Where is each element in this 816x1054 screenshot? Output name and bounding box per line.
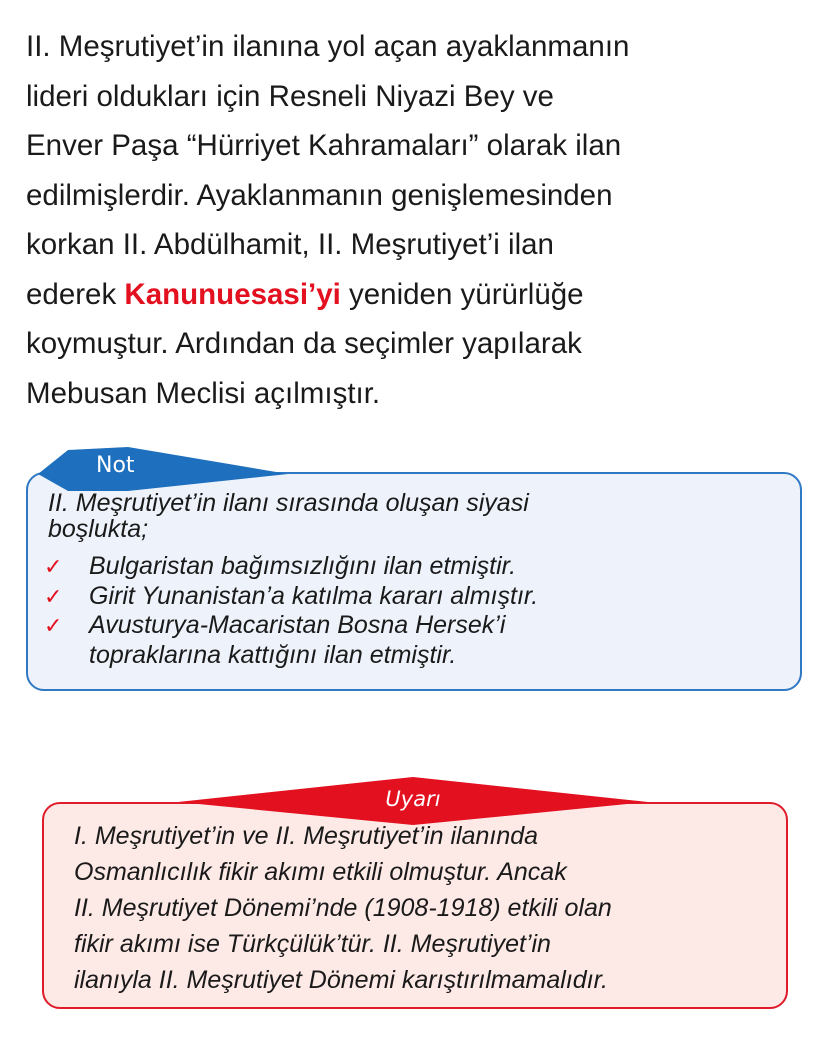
- list-item: [44, 582, 789, 612]
- note-list: [44, 552, 789, 670]
- list-item-text: Avusturya-Macaristan Bosna Hersek’i: [89, 611, 506, 639]
- note-tab-label: Not: [96, 453, 135, 478]
- warning-line: fikir akımı ise Türkçülük’tür. II. Meşrutiyet’in: [74, 930, 551, 958]
- warning-line: ilanıyla II. Meşrutiyet Dönemi karıştırılmamalıdır.: [74, 966, 608, 994]
- note-intro-line: II. Meşrutiyet’in ilanı sırasında oluşan siyasi: [48, 489, 529, 517]
- main-paragraph: [26, 22, 806, 418]
- note-box: [26, 472, 802, 691]
- warning-line: II. Meşrutiyet Dönemi’nde (1908-1918) etkili olan: [74, 894, 612, 922]
- warning-text: [74, 818, 784, 998]
- list-item: [44, 611, 789, 670]
- check-icon: ✓: [44, 583, 63, 609]
- warning-line: I. Meşrutiyet’in ve II. Meşrutiyet’in ilanında: [74, 822, 539, 850]
- paragraph-line: edilmişlerdir. Ayaklanmanın genişlemesinden: [26, 178, 613, 212]
- paragraph-line: II. Meşrutiyet’in ilanına yol açan ayaklanmanın: [26, 30, 630, 63]
- warning-tab: [178, 777, 648, 825]
- note-tab-shape: [38, 447, 288, 491]
- list-item-text: topraklarına kattığını ilan etmiştir.: [89, 640, 457, 669]
- paragraph-line: koymuştur. Ardından da seçimler yapılarak: [26, 327, 582, 360]
- paragraph-line: [26, 270, 806, 320]
- list-item-text: Bulgaristan bağımsızlığını ilan etmiştir.: [89, 552, 517, 580]
- paragraph-line: Enver Paşa “Hürriyet Kahramaları” olarak ilan: [26, 129, 622, 162]
- warning-line: Osmanlıcılık fikir akımı etkili olmuştur. Ancak: [74, 858, 567, 886]
- list-item: [44, 552, 789, 582]
- paragraph-line: Mebusan Meclisi açılmıştır.: [26, 376, 381, 410]
- note-tab: [38, 447, 288, 491]
- note-intro: [48, 490, 788, 542]
- warning-box: [42, 802, 788, 1009]
- note-intro-line: boşlukta;: [48, 515, 149, 543]
- paragraph-line: lideri oldukları için Resneli Niyazi Bey ve: [26, 79, 554, 113]
- paragraph-text: ederek: [26, 277, 125, 311]
- warning-tab-label: Uyarı: [385, 787, 441, 811]
- highlighted-term: Kanunuesasi’yi: [124, 277, 341, 311]
- check-icon: ✓: [44, 554, 63, 579]
- list-item-text: Girit Yunanistan’a katılma kararı almıştır.: [89, 581, 539, 610]
- paragraph-text: yeniden yürürlüğe: [340, 277, 584, 311]
- paragraph-line: korkan II. Abdülhamit, II. Meşrutiyet’i ilan: [26, 228, 554, 261]
- check-icon: ✓: [44, 613, 63, 638]
